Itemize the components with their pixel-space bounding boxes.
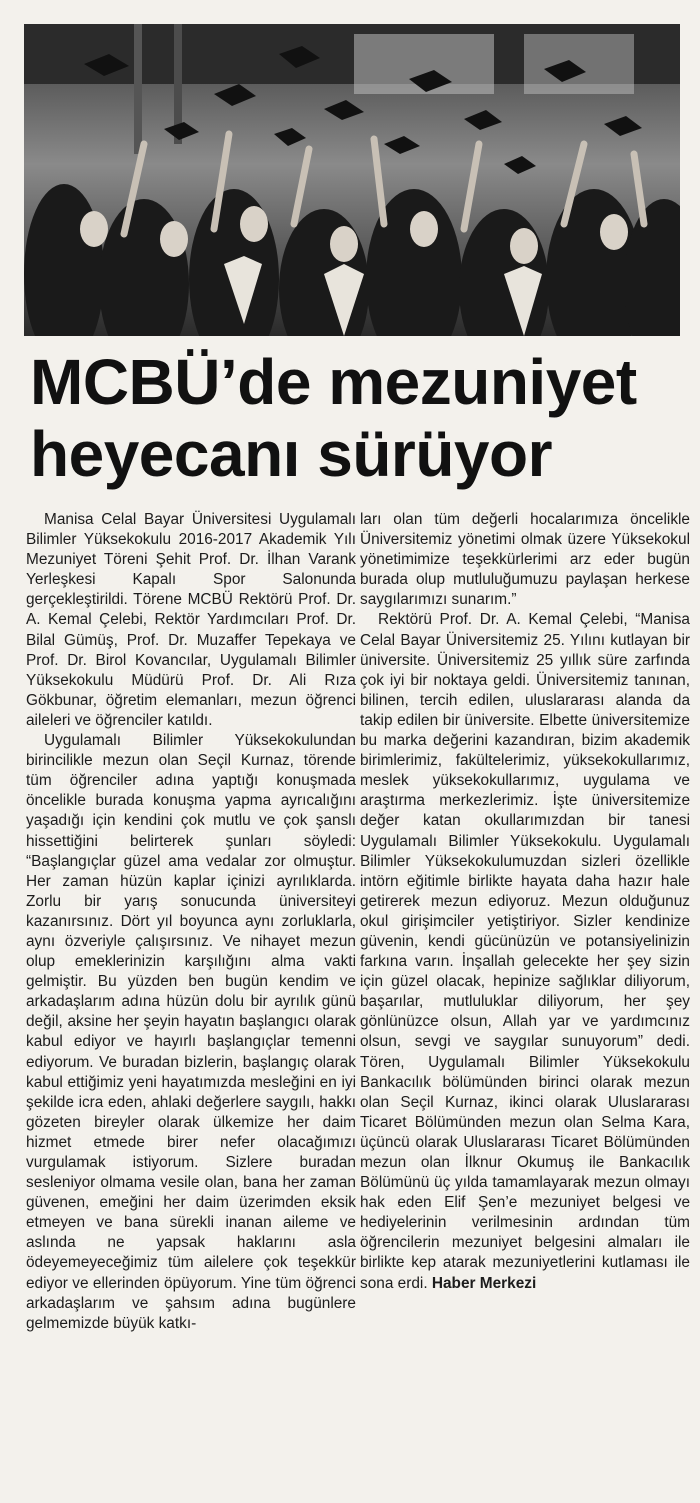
article-paragraph xyxy=(360,610,690,1293)
article-right-column xyxy=(360,510,690,1294)
headline-line-1: MCBÜ’de mezuniyet xyxy=(30,346,637,418)
headline xyxy=(30,346,680,490)
article-paragraph-text: Rektörü Prof. Dr. A. Kemal Çelebi, “Manisa Celal Bayar Üniversitemiz 25. Yılını kutlayan bir üniversite. Üniversitemiz 25 yıllık süre zarfında çok iyi bir noktaya geldi. Üniversitemiz tanınan, bilinen, tercih edilen, uluslararası alanda da takip edilen bir üniversite. Elbette üniversitemize bu marka değerini kazandıran, bizim akademik birimlerimiz, fakültelerimiz, yüksekokullarımız, meslek yüksekokullarımız, uygulama ve araştırma merkezlerimiz. İşte üniversitemize değer katan okullarımızdan bir tanesi Uygulamalı Bilimler Yüksekokulu. Uygulamalı Bilimler Yüksekokulumuzdan sizleri özellikle intörn eğitimle birlikte hayata daha hazır hale getirerek mezun ediyoruz. Mezun olduğunuz okul girişimciler yetiştiriyor. Sizler kendinize güvenin, kendi gücünüzün ve potansiyelinizin farkına varın. İnşallah gelecekte her şey sizin için güzel olacak, hepinize sağlıklar diliyorum, başarılar, mutluluklar diliyorum, her şey gönlünüzce olsun, Allah yar ve yardımcınız olsun, sevgi ve saygılar sunuyorum” dedi. Tören, Uygulamalı Bilimler Yüksekokulu Bankacılık bölümünden birinci olarak mezun olan Seçil Kurnaz, ikinci olarak Uluslararası Ticaret Bölümünden mezun olan Selma Kara, üçüncü olarak Uluslararası Ticaret Bölümünden mezun olan İlknur Okumuş ile Bankacılık Bölümünü üç yılda tamamlayarak mezun olmayı hak eden Elif Şen’e mezuniyet belgesi ve hediyelerinin verilmesinin ardından tüm öğrencilerin mezuniyet belgesini almaları ile birlikte kep atarak mezuniyetlerini kutlaması ile sona erdi. xyxy=(360,611,690,1292)
headline-line-2: heyecanı sürüyor xyxy=(30,418,552,490)
article-paragraph: ları olan tüm değerli hocalarımıza öncelikle Üniversitemiz yönetimi olmak üzere Yüksekokul yönetimimize teşekkürlerimi arz eder bugün burada olup mutluluğumuzu paylaşan herkese saygılarımızı sunarım.” xyxy=(360,511,690,609)
graduation-photo xyxy=(24,24,680,336)
article-paragraph: Manisa Celal Bayar Üniversitesi Uygulamalı Bilimler Yüksekokulu 2016-2017 Akademik Yılı Mezuniyet Töreni Şehit Prof. Dr. İlhan Varank Yerleşkesi Kapalı Spor Salonunda gerçekleştirildi. Törene MCBÜ Rektörü Prof. Dr. A. Kemal Çelebi, Rektör Yardımcıları Prof. Dr. Bilal Gümüş, Prof. Dr. Muzaffer Tepekaya ve Prof. Dr. Birol Kovancılar, Uygulamalı Bilimler Yüksekokulu Müdürü Prof. Dr. Ali Rıza Gökbunar, öğretim elemanları, mezun öğrenci aileleri ve öğrenciler katıldı. xyxy=(26,511,356,729)
graduation-caps-photo-icon xyxy=(24,24,680,336)
article-left-column xyxy=(26,510,356,1334)
article-paragraph: Uygulamalı Bilimler Yüksekokulundan birincilikle mezun olan Seçil Kurnaz, törende tüm öğrenciler adına yaptığı konuşmada öncelikle burada konuşma yapma ayrıcalığını yaşadığı için kendini çok mutlu ve çok şanslı hissettiğini belirterek şunları söyledi: “Başlangıçlar güzel ama vedalar zor olmuştur. Her zaman hüzün kaplar içinizi ayrılıklarda. Zorlu bir yarış sonucunda üniversiteyi kazanırsınız. Dört yıl boyunca aynı zorluklarla, aynı özveriyle çalışırsınız. Ve nihayet mezun olup emeklerinizin karşılığını alma vakti gelmiştir. Bu yüzden ben bugün kendim ve arkadaşlarım adına hüzün dolu bir ayrılık günü değil, aksine her şeyin hayatın başlangıcı olarak kabul ediyor ve hayırlı başlangıçlar temenni ediyorum. Ve buradan bizlerin, başlangıç olarak kabul ettiğimiz yeni hayatımızda mesleğini en iyi şekilde icra eden, ahlaki değerlere saygılı, hakkı gözeten bireyler olarak ülkemize her daim hizmet etmede birer nefer olacağımızı vurgulamak istiyorum. Sizlere buradan sesleniyor olmama vesile olan, bana her zaman güvenen, emeğini her daim üzerimden eksik etmeyen ve bana sürekli inanan aileme ve aslında ne yapsak haklarını asla ödeyemeyeceğimiz tüm ailelere çok teşekkür ediyor ve ellerinden öpüyorum. Yine tüm öğrenci arkadaşlarım ve şahsım adına bugünlere gelmemizde büyük katkı- xyxy=(26,732,356,1332)
byline: Haber Merkezi xyxy=(431,1274,537,1292)
